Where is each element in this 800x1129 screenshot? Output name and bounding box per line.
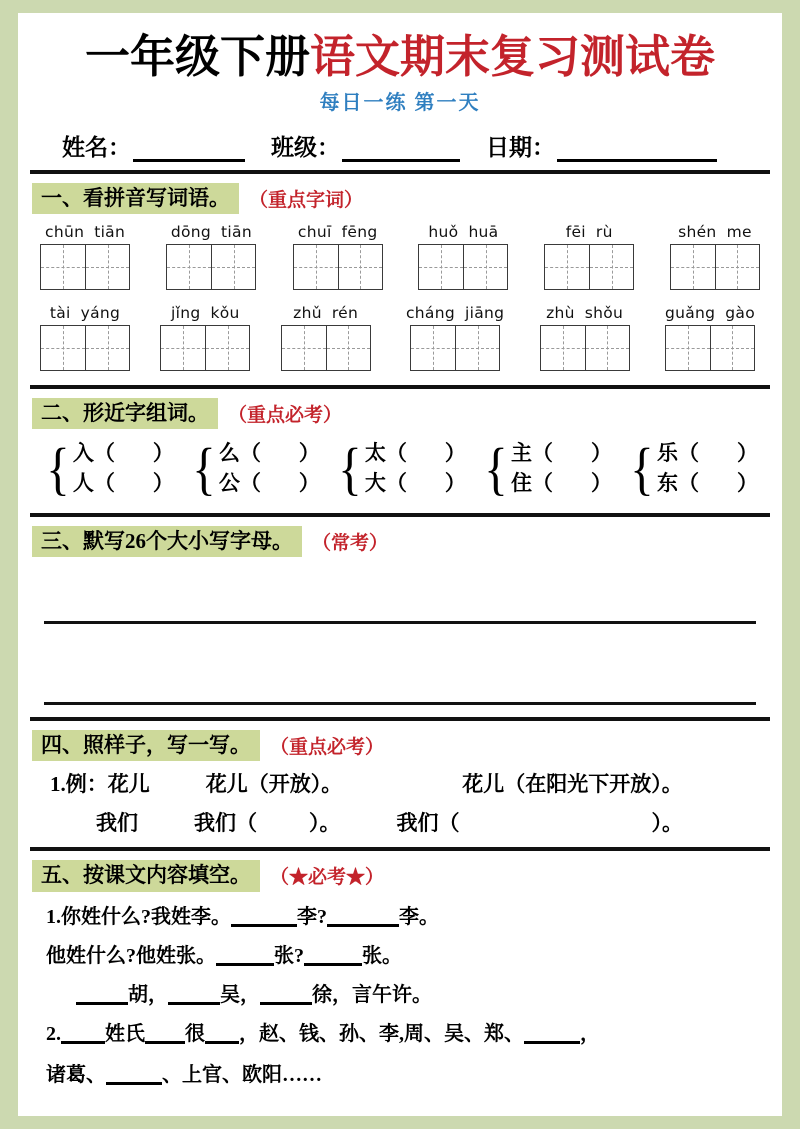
pinyin-row-2 bbox=[18, 304, 782, 371]
grid-cell[interactable] bbox=[545, 245, 589, 289]
practice-line bbox=[96, 812, 782, 835]
section-5-title: 五、按课文内容填空。 bbox=[32, 860, 260, 891]
pinyin-label bbox=[293, 223, 383, 241]
section-4-tag: （重点必考） bbox=[270, 737, 385, 759]
answer-blank[interactable] bbox=[168, 983, 220, 1005]
question-text: ，赵、钱、孙、李,周、吴、郑、 bbox=[239, 1022, 524, 1045]
grid-cell[interactable] bbox=[326, 326, 370, 370]
character-grid[interactable] bbox=[540, 325, 630, 371]
paren-close: ） bbox=[152, 471, 174, 496]
answer-blank[interactable] bbox=[327, 905, 399, 927]
section-4-title: 四、照样子，写一写。 bbox=[32, 730, 260, 761]
character-grid[interactable] bbox=[410, 325, 500, 371]
pinyin-syllable: tài bbox=[49, 304, 71, 323]
brace-line-top bbox=[219, 439, 320, 469]
section-2-title: 二、形近字组词。 bbox=[32, 398, 218, 429]
section-5-tag: （★必考★） bbox=[270, 867, 385, 889]
answer-blank[interactable] bbox=[231, 905, 297, 927]
pinyin-label bbox=[660, 304, 760, 322]
char-prompt: 乐（ bbox=[656, 441, 699, 466]
question-text: ， bbox=[580, 1022, 600, 1045]
practice-close: ）。 bbox=[651, 811, 683, 836]
grid-cell[interactable] bbox=[671, 245, 715, 289]
question-text: 张。 bbox=[362, 944, 402, 967]
question-text: 李? bbox=[297, 905, 327, 928]
grid-cell[interactable] bbox=[463, 245, 507, 289]
question-text: 1.你姓什么?我姓李。 bbox=[46, 905, 231, 928]
pinyin-label bbox=[166, 304, 245, 322]
brace-line-top bbox=[73, 439, 174, 469]
pinyin-item bbox=[418, 223, 508, 290]
pinyin-syllable: chūn bbox=[45, 223, 85, 242]
character-grid[interactable] bbox=[293, 244, 383, 290]
section-divider bbox=[30, 513, 770, 517]
section-2-tag: （重点必考） bbox=[228, 405, 343, 427]
pinyin-item bbox=[293, 223, 383, 290]
section-divider bbox=[30, 170, 770, 174]
pinyin-syllable: me bbox=[726, 223, 752, 242]
paren-close: ） bbox=[298, 471, 320, 496]
grid-cell[interactable] bbox=[85, 245, 129, 289]
grid-cell[interactable] bbox=[294, 245, 338, 289]
pinyin-item bbox=[401, 304, 509, 371]
pinyin-item bbox=[544, 223, 634, 290]
paren-close: ） bbox=[736, 471, 758, 496]
brace-lines bbox=[511, 439, 612, 499]
brace-line-top bbox=[365, 439, 466, 469]
grid-cell[interactable] bbox=[167, 245, 211, 289]
brace-icon: { bbox=[338, 436, 362, 502]
class-label: 班级： bbox=[271, 135, 340, 160]
section-3-tag: （常考） bbox=[312, 532, 389, 554]
fill-blank-line bbox=[46, 944, 782, 966]
section-2-header bbox=[32, 398, 782, 429]
paren-close: ） bbox=[298, 441, 320, 466]
question-text: 徐，言午许。 bbox=[312, 983, 432, 1006]
char-prompt: 么（ bbox=[218, 441, 261, 466]
page-title bbox=[18, 32, 782, 82]
char-prompt: 人（ bbox=[72, 471, 115, 496]
section-divider bbox=[30, 847, 770, 851]
answer-blank[interactable] bbox=[260, 983, 312, 1005]
pinyin-item bbox=[660, 304, 760, 371]
pinyin-syllable: jiāng bbox=[465, 304, 505, 323]
section-divider bbox=[30, 717, 770, 721]
question-text: 吴， bbox=[220, 983, 260, 1006]
grid-cell[interactable] bbox=[41, 245, 85, 289]
brace-icon: { bbox=[192, 436, 216, 502]
answer-blank[interactable] bbox=[61, 1022, 105, 1044]
section-3-header bbox=[32, 526, 782, 557]
brace-lines bbox=[73, 439, 174, 499]
character-grid[interactable] bbox=[160, 325, 250, 371]
pinyin-syllable: kǒu bbox=[210, 304, 240, 323]
pinyin-syllable: tiān bbox=[94, 223, 126, 242]
pinyin-label bbox=[45, 304, 125, 322]
brace-lines bbox=[657, 439, 758, 499]
character-grid[interactable] bbox=[670, 244, 760, 290]
brace-line-bottom bbox=[73, 469, 174, 499]
pinyin-syllable: jǐng bbox=[170, 304, 201, 323]
answer-blank[interactable] bbox=[106, 1063, 162, 1085]
brace-line-top bbox=[657, 439, 758, 469]
student-info-row bbox=[18, 129, 782, 162]
pinyin-label bbox=[561, 223, 618, 241]
pinyin-syllable: huā bbox=[468, 223, 499, 242]
pinyin-label bbox=[401, 304, 509, 322]
char-prompt: 东（ bbox=[656, 471, 699, 496]
grid-cell[interactable] bbox=[541, 326, 585, 370]
section-1-header bbox=[32, 183, 782, 214]
practice-prefix: 我们 bbox=[96, 811, 138, 836]
page-title-subject: 语文期末复习测试卷 bbox=[310, 32, 716, 82]
question-text: 、上官、欧阳…… bbox=[162, 1063, 322, 1086]
pinyin-syllable: dōng bbox=[170, 223, 212, 242]
brace-line-bottom bbox=[511, 469, 612, 499]
character-grid[interactable] bbox=[544, 244, 634, 290]
brace-line-bottom bbox=[219, 469, 320, 499]
brace-group bbox=[190, 436, 320, 502]
fill-blank-line bbox=[46, 1063, 782, 1085]
char-prompt: 公（ bbox=[218, 471, 261, 496]
brace-group bbox=[482, 436, 612, 502]
grid-cell[interactable] bbox=[585, 326, 629, 370]
alphabet-answer-line[interactable] bbox=[44, 664, 756, 705]
pinyin-label bbox=[673, 223, 757, 241]
question-text: 他姓什么?他姓张。 bbox=[46, 944, 216, 967]
pinyin-item bbox=[40, 304, 130, 371]
pinyin-syllable: zhǔ bbox=[293, 304, 322, 323]
name-field-group bbox=[62, 129, 245, 162]
answer-blank[interactable] bbox=[205, 1022, 239, 1044]
class-input-blank[interactable] bbox=[342, 137, 460, 162]
brace-group bbox=[628, 436, 758, 502]
char-prompt: 太（ bbox=[364, 441, 407, 466]
section-5-header bbox=[32, 860, 782, 891]
pinyin-row-1 bbox=[18, 223, 782, 290]
name-label: 姓名： bbox=[62, 135, 131, 160]
pinyin-item bbox=[670, 223, 760, 290]
grid-cell[interactable] bbox=[715, 245, 759, 289]
grid-cell[interactable] bbox=[85, 326, 129, 370]
name-input-blank[interactable] bbox=[133, 137, 245, 162]
section-4-header bbox=[32, 730, 782, 761]
brace-line-bottom bbox=[657, 469, 758, 499]
answer-blank[interactable] bbox=[216, 944, 274, 966]
similar-characters-row bbox=[18, 436, 782, 502]
character-grid[interactable] bbox=[281, 325, 371, 371]
brace-group bbox=[44, 436, 174, 502]
pinyin-syllable: guǎng bbox=[664, 304, 716, 323]
grid-cell[interactable] bbox=[455, 326, 499, 370]
paren-close: ） bbox=[590, 471, 612, 496]
grid-cell[interactable] bbox=[666, 326, 710, 370]
page-title-grade: 一年级下册 bbox=[84, 32, 310, 82]
pinyin-syllable: chuī bbox=[297, 223, 332, 242]
grid-cell[interactable] bbox=[205, 326, 249, 370]
pinyin-syllable: cháng bbox=[405, 304, 455, 323]
pinyin-syllable: zhù bbox=[546, 304, 575, 323]
char-prompt: 主（ bbox=[510, 441, 553, 466]
paren-close: ） bbox=[736, 441, 758, 466]
paren-close: ） bbox=[590, 441, 612, 466]
brace-icon: { bbox=[46, 436, 70, 502]
answer-blank[interactable] bbox=[145, 1022, 185, 1044]
section-3-title: 三、默写26个大小写字母。 bbox=[32, 526, 302, 557]
example-line bbox=[50, 773, 782, 796]
date-input-blank[interactable] bbox=[557, 137, 717, 162]
grid-cell[interactable] bbox=[211, 245, 255, 289]
fill-blank-line bbox=[46, 1022, 782, 1044]
paren-close: ） bbox=[444, 471, 466, 496]
pinyin-syllable: tiān bbox=[221, 223, 252, 242]
question-text: 很 bbox=[185, 1022, 205, 1045]
character-grid[interactable] bbox=[166, 244, 256, 290]
pinyin-syllable: gào bbox=[725, 304, 755, 323]
grid-cell[interactable] bbox=[338, 245, 382, 289]
char-prompt: 大（ bbox=[364, 471, 407, 496]
question-text: 诸葛、 bbox=[46, 1063, 106, 1086]
alphabet-answer-line[interactable] bbox=[44, 583, 756, 624]
pinyin-syllable: shǒu bbox=[584, 304, 624, 323]
pinyin-label bbox=[166, 223, 257, 241]
grid-cell[interactable] bbox=[710, 326, 754, 370]
character-grid[interactable] bbox=[40, 325, 130, 371]
pinyin-item bbox=[540, 304, 630, 371]
section-1-title: 一、看拼音写词语。 bbox=[32, 183, 239, 214]
practice-open: 我们（ bbox=[194, 811, 257, 836]
character-grid[interactable] bbox=[418, 244, 508, 290]
answer-blank[interactable] bbox=[304, 944, 362, 966]
brace-lines bbox=[219, 439, 320, 499]
pinyin-label bbox=[423, 223, 503, 241]
question-text: 张? bbox=[274, 944, 304, 967]
answer-blank[interactable] bbox=[76, 983, 128, 1005]
character-grid[interactable] bbox=[40, 244, 130, 290]
pinyin-syllable: shén bbox=[678, 223, 717, 242]
paren-close: ） bbox=[152, 441, 174, 466]
date-label: 日期： bbox=[486, 135, 555, 160]
pinyin-syllable: yáng bbox=[80, 304, 121, 323]
practice-close: ）。 bbox=[309, 811, 341, 836]
example-end: 花儿（在阳光下开放）。 bbox=[462, 772, 683, 797]
char-prompt: 入（ bbox=[72, 441, 115, 466]
grid-cell[interactable] bbox=[41, 326, 85, 370]
pinyin-item bbox=[166, 223, 257, 290]
page-subtitle: 每日一练 第一天 bbox=[319, 92, 481, 114]
pinyin-syllable: rù bbox=[595, 223, 613, 242]
question-number: 2. bbox=[46, 1022, 61, 1045]
pinyin-syllable: huǒ bbox=[428, 223, 459, 242]
pinyin-syllable: fēng bbox=[341, 223, 378, 242]
example-prefix: 1.例：花儿 bbox=[50, 772, 150, 797]
class-field-group bbox=[271, 129, 460, 162]
brace-group bbox=[336, 436, 466, 502]
question-text: 姓氏 bbox=[105, 1022, 145, 1045]
brace-icon: { bbox=[630, 436, 654, 502]
grid-cell[interactable] bbox=[589, 245, 633, 289]
fill-blank-line bbox=[76, 983, 782, 1005]
grid-cell[interactable] bbox=[282, 326, 326, 370]
question-text: 胡， bbox=[128, 983, 168, 1006]
pinyin-label bbox=[288, 304, 363, 322]
pinyin-label bbox=[541, 304, 628, 322]
brace-lines bbox=[365, 439, 466, 499]
question-text: 李。 bbox=[399, 905, 439, 928]
character-grid[interactable] bbox=[665, 325, 755, 371]
pinyin-syllable: fēi bbox=[565, 223, 586, 242]
pinyin-item bbox=[40, 223, 130, 290]
example-mid: 花儿（开放）。 bbox=[205, 772, 343, 797]
section-1-tag: （重点字词） bbox=[249, 190, 364, 212]
fill-blank-line bbox=[46, 905, 782, 927]
pinyin-syllable: rén bbox=[331, 304, 359, 323]
char-prompt: 住（ bbox=[510, 471, 553, 496]
pinyin-item bbox=[281, 304, 371, 371]
grid-cell[interactable] bbox=[161, 326, 205, 370]
practice-open: 我们（ bbox=[396, 811, 460, 836]
brace-icon: { bbox=[484, 436, 508, 502]
pinyin-item bbox=[160, 304, 250, 371]
grid-cell[interactable] bbox=[419, 245, 463, 289]
paren-close: ） bbox=[444, 441, 466, 466]
brace-line-bottom bbox=[365, 469, 466, 499]
answer-blank[interactable] bbox=[524, 1022, 580, 1044]
brace-line-top bbox=[511, 439, 612, 469]
pinyin-label bbox=[40, 223, 130, 241]
date-field-group bbox=[486, 129, 717, 162]
worksheet-page bbox=[18, 13, 782, 1116]
grid-cell[interactable] bbox=[411, 326, 455, 370]
section-divider bbox=[30, 385, 770, 389]
